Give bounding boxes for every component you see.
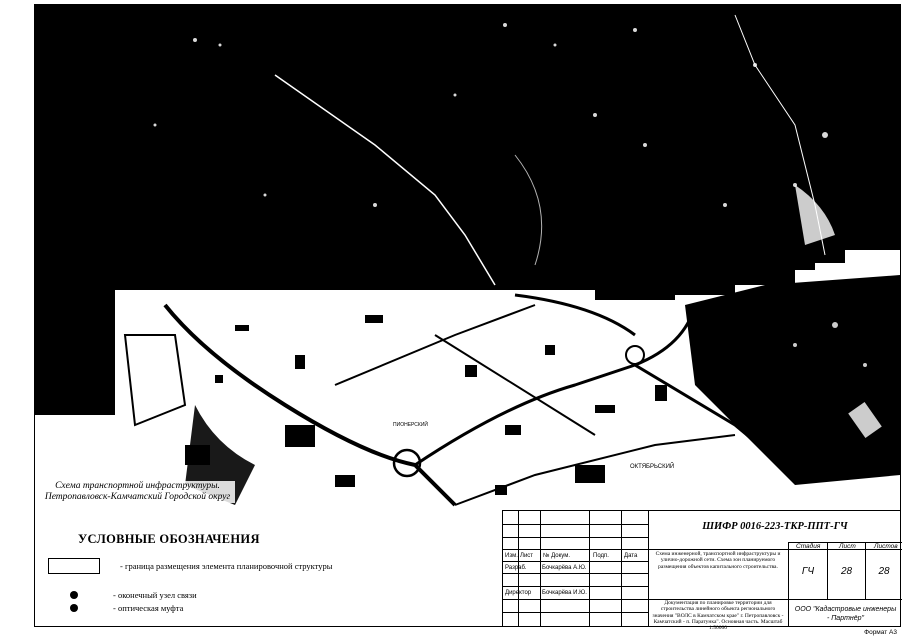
title-block xyxy=(502,510,901,632)
map-image xyxy=(35,5,900,510)
legend-item-boundary xyxy=(48,558,333,574)
legend-label-boundary: - граница размещения элемента планировочной структуры xyxy=(120,561,333,571)
header-list: Лист xyxy=(520,553,534,559)
header-doc-number: № Докум. xyxy=(543,553,570,559)
splice-dot-icon xyxy=(70,604,78,612)
object-title: Документация по планировке территории для строительства линейного объекта регионального значения "ВОЛС в Камчатском крае" г. Петропавловск - Камчатский - п. Паратунка". Основная часть. Масштаб 1:50000 xyxy=(652,600,784,632)
legend-label-end-node: - оконечный узел связи xyxy=(113,590,197,600)
end-node-dot-icon xyxy=(70,591,78,599)
role-director: Директор xyxy=(505,590,532,596)
header-izm: Изм. xyxy=(505,553,518,559)
stage-label: Стадия xyxy=(796,543,821,550)
map-caption xyxy=(40,481,235,503)
document-code: ШИФР 0016-223-ТКР-ППТ-ГЧ xyxy=(702,521,848,532)
sheet-value: 28 xyxy=(840,566,853,577)
map-label-oktyabrsky: ОКТЯБРЬСКИЙ xyxy=(630,464,675,470)
map-label-pionersky: ПИОНЕРСКИЙ xyxy=(393,422,429,428)
role-developer: Разраб. xyxy=(505,565,527,571)
legend-title: УСЛОВНЫЕ ОБОЗНАЧЕНИЯ xyxy=(78,532,260,546)
map-caption-line1: Схема транспортной инфраструктуры. xyxy=(55,481,220,491)
name-developer: Бочкарёва А.Ю. xyxy=(542,565,587,571)
sheet-label: Лист xyxy=(839,543,856,550)
name-director: Бочкарёва И.Ю. xyxy=(542,590,587,596)
company-name: ООО "Кадастровые инженеры - Партнёр" xyxy=(794,606,897,622)
boundary-symbol xyxy=(48,558,100,574)
stage-value: ГЧ xyxy=(801,566,815,577)
sheets-value: 28 xyxy=(878,566,890,577)
legend-label-splice: - оптическая муфта xyxy=(113,603,184,613)
header-date: Дата xyxy=(624,553,638,559)
sheets-label: Листов xyxy=(874,543,898,550)
legend-item-end-node xyxy=(48,590,197,600)
header-signature: Подп. xyxy=(593,553,609,559)
map-caption-line2: Петропавловск-Камчатский Городской округ xyxy=(44,492,231,502)
format-label: Формат А3 xyxy=(864,629,897,636)
sheet-title: Схема инженерной, транспортной инфраструктуры и улично-дорожной сети. Схема зон планируемого размещения объектов капитального строительства. xyxy=(655,551,781,570)
satellite-map xyxy=(35,5,900,510)
legend-item-splice xyxy=(48,603,183,613)
